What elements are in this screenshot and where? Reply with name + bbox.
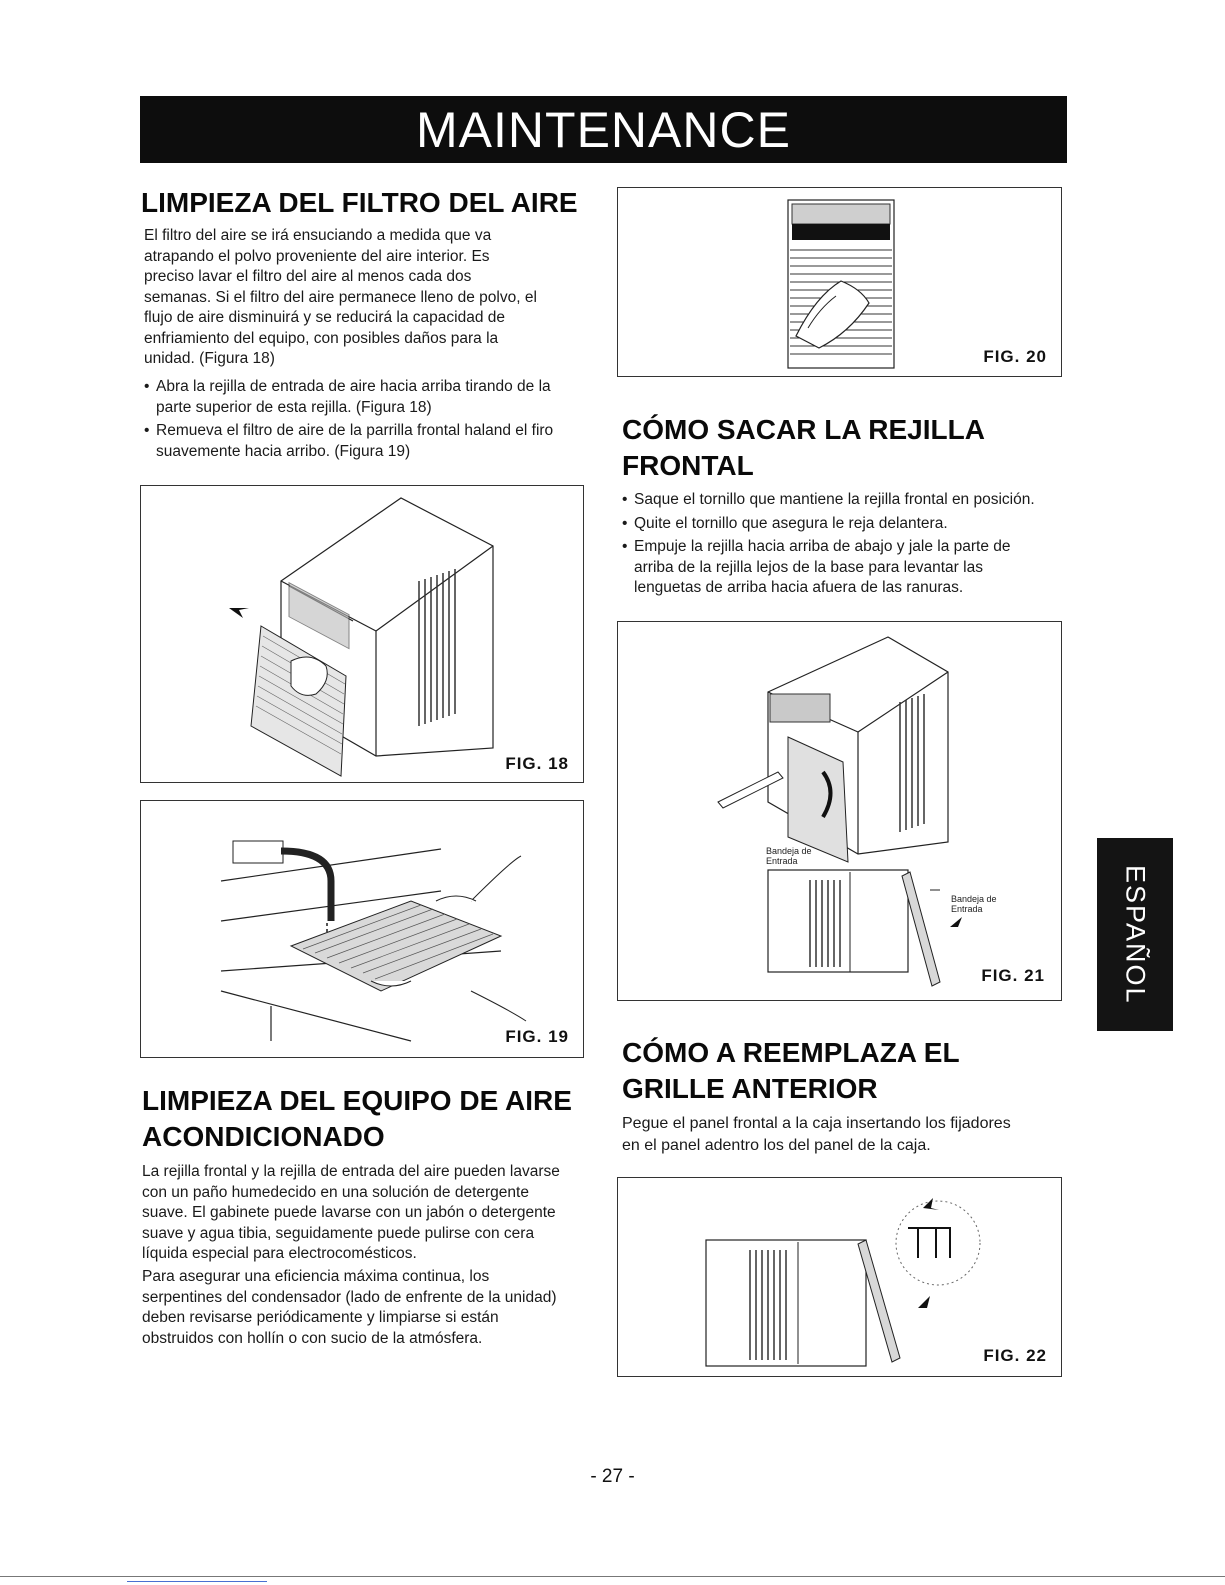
text-line: enfriamiento del equipo, con posibles daños para la — [144, 329, 499, 347]
figure-18-caption: FIG. 18 — [505, 754, 569, 773]
heading-sacar-rejilla — [622, 412, 985, 484]
heading-line: FRONTAL — [622, 450, 754, 481]
heading-line: CÓMO A REEMPLAZA EL — [622, 1037, 960, 1068]
figure-22-caption: FIG. 22 — [983, 1346, 1047, 1365]
fig21-label-bandeja-a — [766, 846, 812, 866]
bullet-item: • Empuje la rejilla hacia arriba de abajo y jale la parte de arriba de la rejilla lejos de la base para levantar las lenguetas de arriba hacia afuera de las ranuras. — [622, 537, 1052, 599]
figure-22 — [617, 1177, 1062, 1377]
paragraph-equipo-2 — [142, 1267, 587, 1349]
figure-18 — [140, 485, 584, 783]
fig21-label-bandeja-b — [951, 894, 997, 914]
text-line: obstruidos con hollín o con sucio de la atmósfera. — [142, 1329, 483, 1347]
page-number: - 27 - — [590, 1466, 635, 1487]
label-line: Entrada — [951, 904, 983, 914]
figure-21 — [617, 621, 1062, 1001]
text-line: atrapando el polvo proveniente del aire interior. Es — [144, 247, 490, 265]
figure-21-caption: FIG. 21 — [981, 966, 1045, 985]
footer-link-line — [127, 1581, 267, 1582]
paragraph-equipo-1 — [142, 1162, 587, 1265]
paragraph-filtro — [144, 226, 584, 370]
text-line: Pegue el panel frontal a la caja insertando los fijadores — [622, 1115, 1011, 1132]
text-line: La rejilla frontal y la rejilla de entrada del aire pueden lavarse — [142, 1163, 560, 1180]
text-line: en el panel adentro los del panel de la caja. — [622, 1137, 931, 1154]
label-line: Bandeja de — [951, 894, 997, 904]
text-line: semanas. Si el filtro del aire permanece lleno de polvo, el — [144, 288, 537, 306]
text-line: unidad. (Figura 18) — [144, 350, 275, 367]
text-line: suave. El gabinete puede lavarse con un jabón o detergente — [142, 1204, 556, 1221]
heading-line: GRILLE ANTERIOR — [622, 1073, 878, 1104]
heading-line: LIMPIEZA DEL EQUIPO DE AIRE — [142, 1085, 572, 1116]
heading-line: CÓMO SACAR LA REJILLA — [622, 414, 985, 445]
text-line: El filtro del aire se irá ensuciando a medida que va — [144, 227, 492, 244]
bullet-item: • Remueva el filtro de aire de la parrilla frontal haland el firo suavemente hacia arribo. (Figura 19) — [144, 421, 580, 462]
bullet-item: • Saque el tornillo que mantiene la rejilla frontal en posición. — [622, 490, 1052, 511]
text-line: suave y agua tibia, seguidamente puede pulirse con cera — [142, 1224, 535, 1242]
figure-19 — [140, 800, 584, 1058]
label-line: Entrada — [766, 856, 798, 866]
section-banner — [140, 96, 1067, 163]
paragraph-reemplaza — [622, 1113, 1062, 1157]
text-line: Para asegurar una eficiencia máxima continua, los — [142, 1268, 490, 1285]
text-line: con un paño humedecido en una solución de detergente — [142, 1183, 529, 1201]
figure-19-caption: FIG. 19 — [505, 1027, 569, 1046]
bullet-item: • Quite el tornillo que asegura le reja delantera. — [622, 514, 1052, 535]
washing-filter-under-faucet-illustration — [141, 801, 585, 1059]
text-line: preciso lavar el filtro del aire al menos cada dos — [144, 268, 472, 285]
text-line: líquida especial para electrocomésticos. — [142, 1245, 417, 1262]
heading-limpieza-filtro: LIMPIEZA DEL FILTRO DEL AIRE — [141, 187, 578, 218]
removing-front-grille-illustration — [618, 622, 1063, 1002]
label-line: Bandeja de — [766, 846, 812, 856]
heading-reemplaza-grille — [622, 1035, 960, 1107]
language-tab-label: ESPAÑOL — [1120, 864, 1151, 1005]
sacar-rejilla-bullets — [622, 490, 1052, 602]
page-title: MAINTENANCE — [416, 101, 791, 158]
text-line: flujo de aire disminuirá y se reducirá la capacidad de — [144, 309, 506, 326]
language-tab — [1097, 838, 1173, 1031]
text-line: deben revisarse periódicamente y limpiarse si están — [142, 1309, 499, 1326]
page-bottom-rule — [0, 1576, 1225, 1577]
bullet-item: • Abra la rejilla de entrada de aire hacia arriba tirando de la parte superior de esta rejilla. (Figura 18) — [144, 377, 580, 418]
filtro-bullets — [144, 377, 580, 465]
figure-20 — [617, 187, 1062, 377]
text-line: serpentines del condensador (lado de enfrente de la unidad) — [142, 1288, 557, 1306]
air-conditioner-open-grille-illustration — [141, 486, 585, 784]
heading-line: ACONDICIONADO — [142, 1121, 385, 1152]
figure-20-caption: FIG. 20 — [983, 347, 1047, 366]
heading-limpieza-equipo — [142, 1083, 572, 1155]
